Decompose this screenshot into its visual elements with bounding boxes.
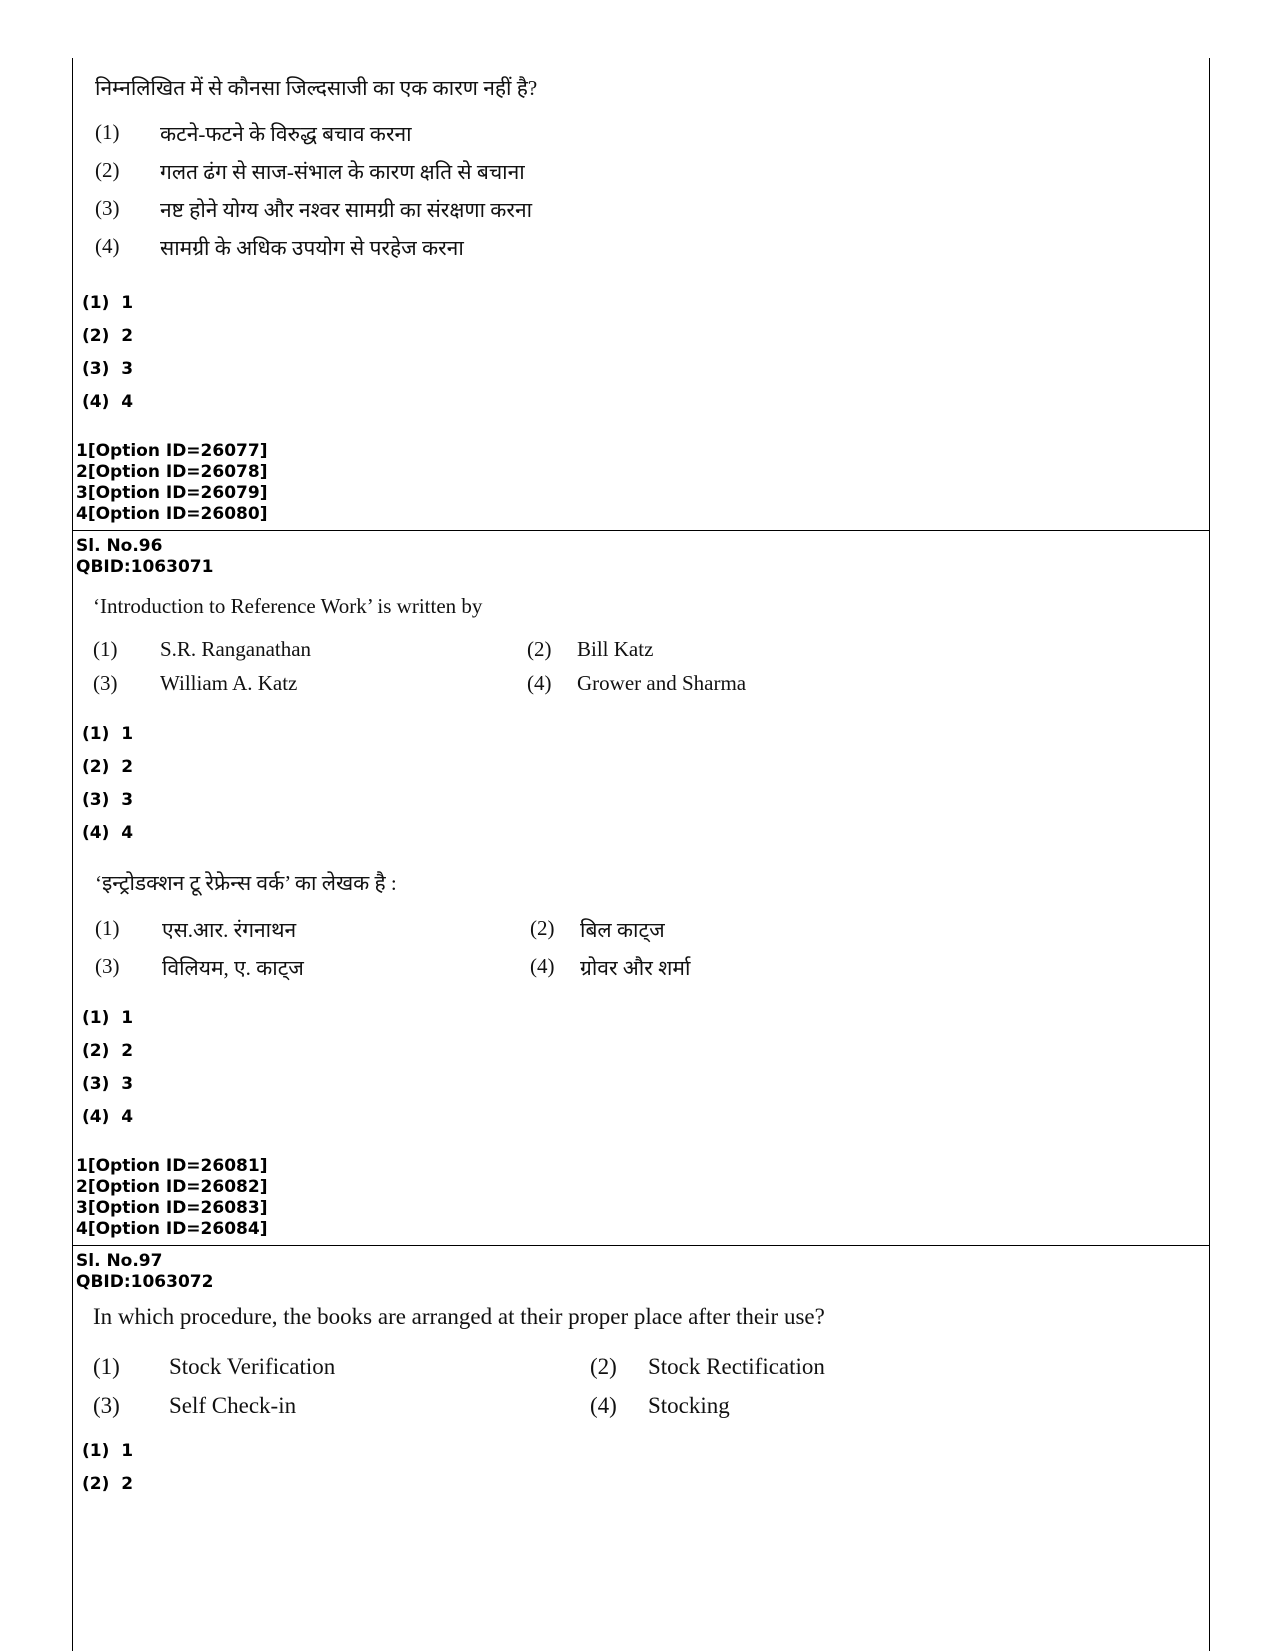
q97-answer-1[interactable]: (1) 1 <box>82 1441 134 1461</box>
qbid: QBID:1063072 <box>76 1272 214 1292</box>
option-id-line: 4[Option ID=26084] <box>76 1219 268 1239</box>
q96-hi-option-1-num: (1) <box>95 916 120 940</box>
q96-en-option-2-num: (2) <box>527 637 552 661</box>
q96-question-hi: ‘इन्ट्रोडक्शन टू रेफ्रेन्स वर्क’ का लेखक है : <box>95 871 397 895</box>
q96-en-answer-1[interactable]: (1) 1 <box>82 724 134 744</box>
divider <box>72 1245 1210 1246</box>
q96-hi-option-4-text: ग्रोवर और शर्मा <box>580 956 691 980</box>
q95-option-2-text: गलत ढंग से साज-संभाल के कारण क्षति से बचाना <box>160 160 525 184</box>
q96-en-option-2-text: Bill Katz <box>577 637 654 661</box>
q97-option-1-text: Stock Verification <box>169 1354 336 1379</box>
q95-option-1-num: (1) <box>95 120 120 144</box>
q97-header <box>76 1251 213 1293</box>
q97-option-3-text: Self Check-in <box>169 1393 297 1418</box>
q97-option-1-num: (1) <box>93 1354 120 1379</box>
q96-en-answer-4[interactable]: (4) 4 <box>82 823 134 843</box>
q95-option-3-num: (3) <box>95 196 120 220</box>
q95-option-3-text: नष्ट होने योग्य और नश्वर सामग्री का संरक्षणा करना <box>160 198 533 222</box>
q95-question: निम्नलिखित में से कौनसा जिल्दसाजी का एक कारण नहीं है? <box>95 76 538 100</box>
q96-en-option-1-num: (1) <box>93 637 118 661</box>
option-id-line: 2[Option ID=26078] <box>76 462 268 482</box>
q96-hi-option-2-text: बिल काट्ज <box>580 918 665 942</box>
q96-hi-answer-1[interactable]: (1) 1 <box>82 1008 134 1028</box>
q97-option-3-num: (3) <box>93 1393 120 1418</box>
q96-hi-answer-2[interactable]: (2) 2 <box>82 1041 134 1061</box>
qbid: QBID:1063071 <box>76 557 214 577</box>
q96-hi-option-4-num: (4) <box>530 954 555 978</box>
q97-answer-2[interactable]: (2) 2 <box>82 1474 134 1494</box>
q95-answer-3[interactable]: (3) 3 <box>82 359 134 379</box>
q96-en-answer-3[interactable]: (3) 3 <box>82 790 134 810</box>
q97-option-4-text: Stocking <box>648 1393 730 1418</box>
q97-option-4-num: (4) <box>590 1393 617 1418</box>
option-id-line: 3[Option ID=26079] <box>76 483 268 503</box>
q96-hi-option-3-text: विलियम, ए. काट्ज <box>162 956 304 980</box>
q97-option-2-text: Stock Rectification <box>648 1354 825 1379</box>
q96-en-option-4-text: Grower and Sharma <box>577 671 747 695</box>
q96-option-ids <box>76 1156 267 1240</box>
q95-answer-4[interactable]: (4) 4 <box>82 392 134 412</box>
sl-no: Sl. No.97 <box>76 1251 163 1271</box>
q96-en-option-3-text: William A. Katz <box>160 671 298 695</box>
q97-option-2-num: (2) <box>590 1354 617 1379</box>
q96-hi-answer-4[interactable]: (4) 4 <box>82 1107 134 1127</box>
q96-hi-option-2-num: (2) <box>530 916 555 940</box>
option-id-line: 1[Option ID=26077] <box>76 441 268 461</box>
q95-option-1-text: कटने-फटने के विरुद्ध बचाव करना <box>160 122 412 146</box>
q95-option-4-num: (4) <box>95 234 120 258</box>
option-id-line: 3[Option ID=26083] <box>76 1198 268 1218</box>
q95-option-2-num: (2) <box>95 158 120 182</box>
q96-header <box>76 536 213 578</box>
q95-option-ids <box>76 441 267 525</box>
q97-question: In which procedure, the books are arranged at their proper place after their use? <box>93 1304 825 1329</box>
option-id-line: 2[Option ID=26082] <box>76 1177 268 1197</box>
q96-hi-option-1-text: एस.आर. रंगनाथन <box>162 918 297 942</box>
q95-answer-1[interactable]: (1) 1 <box>82 293 134 313</box>
option-id-line: 1[Option ID=26081] <box>76 1156 268 1176</box>
sl-no: Sl. No.96 <box>76 536 163 556</box>
q95-answer-2[interactable]: (2) 2 <box>82 326 134 346</box>
q96-en-option-3-num: (3) <box>93 671 118 695</box>
option-id-line: 4[Option ID=26080] <box>76 504 268 524</box>
q96-en-option-4-num: (4) <box>527 671 552 695</box>
q96-question-en: ‘Introduction to Reference Work’ is written by <box>93 594 483 618</box>
divider <box>72 530 1210 531</box>
q95-option-4-text: सामग्री के अधिक उपयोग से परहेज करना <box>160 236 464 260</box>
q96-hi-option-3-num: (3) <box>95 954 120 978</box>
q96-en-option-1-text: S.R. Ranganathan <box>160 637 312 661</box>
q96-en-answer-2[interactable]: (2) 2 <box>82 757 134 777</box>
q96-hi-answer-3[interactable]: (3) 3 <box>82 1074 134 1094</box>
